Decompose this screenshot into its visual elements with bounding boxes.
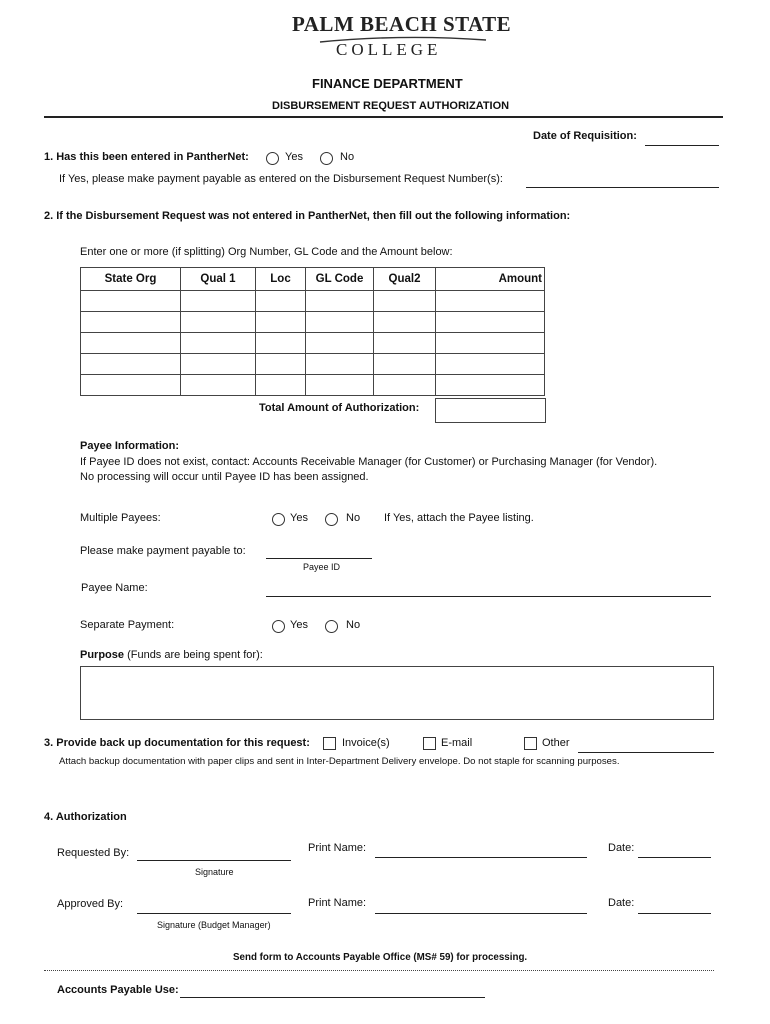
form-title: DISBURSEMENT REQUEST AUTHORIZATION: [272, 100, 510, 112]
requested-date-label: Date:: [608, 842, 635, 854]
table-cell[interactable]: [181, 312, 256, 333]
table-cell[interactable]: [81, 333, 181, 354]
q3-label: 3. Provide back up documentation for this request:: [44, 737, 310, 749]
payee-line2: No processing will occur until Payee ID has been assigned.: [80, 471, 369, 483]
email-label: E-mail: [441, 737, 473, 749]
total-label: Total Amount of Authorization:: [259, 402, 420, 414]
q1-yes-radio[interactable]: [266, 152, 279, 165]
q2-instruction: Enter one or more (if splitting) Org Number, GL Code and the Amount below:: [80, 246, 453, 258]
table-cell[interactable]: [81, 291, 181, 312]
table-cell[interactable]: [181, 375, 256, 396]
other-checkbox[interactable]: [524, 737, 537, 750]
table-row: [81, 375, 545, 396]
table-cell[interactable]: [256, 333, 306, 354]
requisition-date-field[interactable]: [645, 145, 719, 146]
col-qual1: Qual 1: [181, 268, 256, 291]
table-cell[interactable]: [256, 375, 306, 396]
table-row: [81, 354, 545, 375]
multiple-yes-radio[interactable]: [272, 513, 285, 526]
ap-use-field[interactable]: [180, 997, 485, 998]
payee-name-field[interactable]: [266, 596, 711, 597]
payee-heading: Payee Information:: [80, 440, 180, 452]
logo-title: PALM BEACH STATE: [292, 12, 512, 36]
multiple-no-label: No: [346, 512, 361, 524]
logo-subtitle: COLLEGE: [336, 40, 442, 59]
purpose-textarea[interactable]: [80, 666, 714, 720]
requisition-label: Date of Requisition:: [533, 130, 637, 142]
table-cell[interactable]: [81, 375, 181, 396]
q2-label: 2. If the Disbursement Request was not entered in PantherNet, then fill out the following information:: [44, 210, 571, 222]
signature-budget-caption: Signature (Budget Manager): [157, 920, 271, 930]
separate-no-radio[interactable]: [325, 620, 338, 633]
col-qual2: Qual2: [374, 268, 436, 291]
requested-by-label: Requested By:: [57, 847, 130, 859]
col-loc: Loc: [256, 268, 306, 291]
payable-label: Please make payment payable to:: [80, 545, 246, 557]
table-cell[interactable]: [436, 333, 545, 354]
approved-by-label: Approved By:: [57, 898, 124, 910]
payee-name-label: Payee Name:: [81, 582, 148, 594]
total-amount-field[interactable]: [435, 398, 546, 423]
email-checkbox[interactable]: [423, 737, 436, 750]
q1-no-radio[interactable]: [320, 152, 333, 165]
invoice-label: Invoice(s): [342, 737, 390, 749]
other-field[interactable]: [578, 752, 714, 753]
table-cell[interactable]: [436, 375, 545, 396]
multiple-note: If Yes, attach the Payee listing.: [384, 512, 534, 524]
table-row: [81, 291, 545, 312]
purpose-bold: Purpose: [80, 649, 125, 661]
approved-date-field[interactable]: [638, 913, 711, 914]
table-header-row: [81, 268, 545, 291]
table-cell[interactable]: [181, 333, 256, 354]
table-cell[interactable]: [306, 375, 374, 396]
department-title: FINANCE DEPARTMENT: [312, 76, 463, 91]
payee-id-caption: Payee ID: [303, 562, 341, 572]
footer-divider: [44, 970, 714, 971]
separate-payment-label: Separate Payment:: [80, 619, 175, 631]
approved-signature-field[interactable]: [137, 913, 291, 914]
table-cell[interactable]: [306, 354, 374, 375]
table-cell[interactable]: [81, 312, 181, 333]
col-amount: Amount: [436, 268, 545, 291]
q4-label: 4. Authorization: [44, 811, 127, 823]
payee-id-field[interactable]: [266, 558, 372, 559]
invoice-checkbox[interactable]: [323, 737, 336, 750]
other-label: Other: [542, 737, 570, 749]
table-cell[interactable]: [374, 375, 436, 396]
table-cell[interactable]: [374, 354, 436, 375]
header-rule: [44, 116, 723, 118]
table-cell[interactable]: [436, 291, 545, 312]
disbursement-number-field[interactable]: [526, 187, 719, 188]
requested-print-name-field[interactable]: [375, 857, 587, 858]
table-cell[interactable]: [181, 354, 256, 375]
table-cell[interactable]: [256, 354, 306, 375]
q1-yes-label: Yes: [285, 151, 303, 163]
table-cell[interactable]: [306, 291, 374, 312]
signature-caption: Signature: [195, 867, 234, 877]
q1-followup: If Yes, please make payment payable as entered on the Disbursement Request Number(s):: [59, 173, 503, 185]
table-cell[interactable]: [306, 333, 374, 354]
separate-yes-radio[interactable]: [272, 620, 285, 633]
send-note: Send form to Accounts Payable Office (MS# 59) for processing.: [233, 952, 528, 963]
q1-no-label: No: [340, 151, 355, 163]
table-cell[interactable]: [81, 354, 181, 375]
q1-label: 1. Has this been entered in PantherNet:: [44, 151, 249, 163]
table-cell[interactable]: [256, 291, 306, 312]
q3-note: Attach backup documentation with paper clips and sent in Inter-Department Delivery envelope. Do not staple for scanning purposes.: [59, 756, 620, 767]
table-row: [81, 333, 545, 354]
requested-print-name-label: Print Name:: [308, 842, 367, 854]
table-cell[interactable]: [374, 312, 436, 333]
requested-date-field[interactable]: [638, 857, 711, 858]
table-cell[interactable]: [306, 312, 374, 333]
table-cell[interactable]: [256, 312, 306, 333]
multiple-yes-label: Yes: [290, 512, 308, 524]
table-cell[interactable]: [181, 291, 256, 312]
col-state-org: State Org: [81, 268, 181, 291]
approved-print-name-label: Print Name:: [308, 897, 367, 909]
table-cell[interactable]: [436, 354, 545, 375]
purpose-label: [80, 649, 263, 661]
table-cell[interactable]: [374, 291, 436, 312]
org-table: [80, 267, 545, 396]
table-row: [81, 312, 545, 333]
payee-line1: If Payee ID does not exist, contact: Accounts Receivable Manager (for Customer) or Purchasing Manager (for Vendor).: [80, 456, 658, 468]
col-gl-code: GL Code: [306, 268, 374, 291]
purpose-rest: (Funds are being spent for):: [124, 649, 263, 661]
requested-signature-field[interactable]: [137, 860, 291, 861]
multiple-payees-label: Multiple Payees:: [80, 512, 161, 524]
ap-use-label: Accounts Payable Use:: [57, 984, 179, 996]
separate-yes-label: Yes: [290, 619, 308, 631]
approved-print-name-field[interactable]: [375, 913, 587, 914]
multiple-no-radio[interactable]: [325, 513, 338, 526]
approved-date-label: Date:: [608, 897, 635, 909]
table-cell[interactable]: [436, 312, 545, 333]
separate-no-label: No: [346, 619, 361, 631]
table-cell[interactable]: [374, 333, 436, 354]
